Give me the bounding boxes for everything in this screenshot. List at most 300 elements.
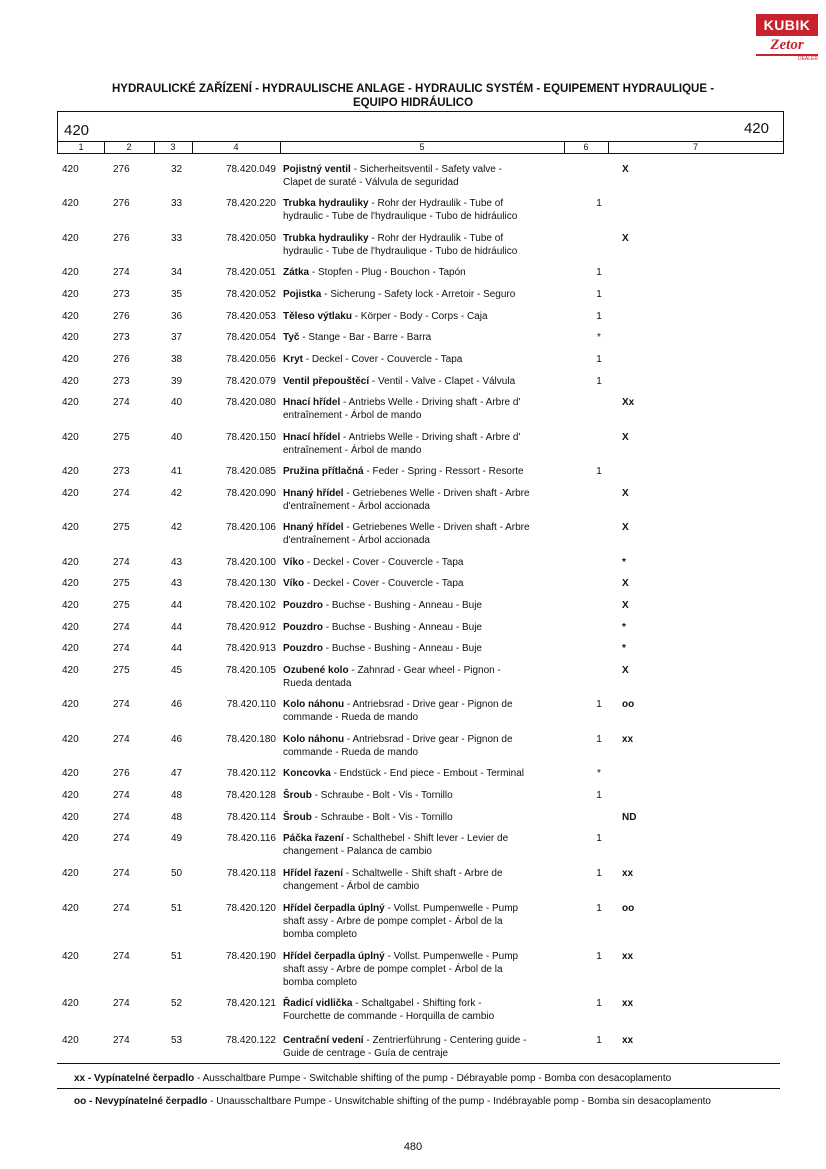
cell-note: X: [622, 233, 629, 244]
column-header-3: 3: [170, 142, 176, 152]
part-translations-cont: shaft assy - Arbre de pompe complet - Árbol de la: [283, 916, 503, 927]
page-title: [40, 82, 786, 110]
part-name-cz: Šroub: [283, 790, 312, 801]
cell-part-number: 78.420.080: [225, 397, 276, 408]
part-translations: - Schaltwelle - Shift shaft - Arbre de: [343, 868, 503, 879]
cell-description: [283, 664, 567, 690]
cell-model: 274: [113, 998, 130, 1009]
cell-description: [283, 997, 567, 1023]
cell-model: 273: [113, 376, 130, 387]
cell-model: 275: [113, 522, 130, 533]
column-header-6: 6: [583, 142, 589, 152]
cell-position: 42: [171, 488, 183, 499]
part-name-cz: Kolo náhonu: [283, 734, 345, 745]
part-translations: - Antriebsrad - Drive gear - Pignon de: [344, 699, 513, 710]
cell-part-number: 78.420.051: [225, 267, 276, 278]
cell-part-number: 78.420.053: [225, 311, 276, 322]
cell-part-number: 78.420.118: [226, 868, 276, 879]
part-translations: - Schraube - Bolt - Vis - Tornillo: [311, 812, 453, 823]
part-translations: - Schraube - Bolt - Vis - Tornillo: [311, 790, 453, 801]
cell-position: 33: [171, 198, 183, 209]
cell-position: 51: [171, 903, 183, 914]
kubik-zetor-logo: [756, 14, 818, 66]
cell-model: 275: [113, 578, 130, 589]
part-translations: - Ventil - Valve - Clapet - Válvula: [369, 376, 516, 387]
part-translations-cont: d'entraînement - Árbol accionada: [283, 535, 430, 546]
part-translations: - Deckel - Cover - Couvercle - Tapa: [303, 354, 463, 365]
cell-position: 38: [171, 354, 183, 365]
cell-model: 274: [113, 734, 130, 745]
cell-description: [283, 621, 567, 634]
cell-quantity: 1: [596, 734, 602, 745]
cell-model: 274: [113, 1035, 130, 1046]
part-translations: - Sicherheitsventil - Safety valve -: [350, 164, 502, 175]
cell-group: 420: [62, 998, 79, 1009]
part-translations: - Zentrierführung - Centering guide -: [363, 1035, 527, 1046]
cell-description: [283, 266, 567, 279]
cell-part-number: 78.420.180: [225, 734, 276, 745]
part-name-cz: Trubka hydrauliky: [283, 198, 369, 209]
cell-position: 32: [171, 164, 183, 175]
cell-position: 46: [171, 734, 183, 745]
cell-description: [283, 353, 567, 366]
cell-note: xx: [622, 998, 634, 1009]
cell-description: [283, 197, 567, 223]
cell-model: 274: [113, 488, 130, 499]
cell-position: 40: [171, 432, 183, 443]
cell-group: 420: [62, 233, 79, 244]
cell-note: X: [622, 488, 629, 499]
cell-position: 35: [171, 289, 183, 300]
part-name-cz: Víko: [283, 578, 305, 589]
cell-quantity: 1: [596, 311, 602, 322]
cell-part-number: 78.420.105: [225, 665, 276, 676]
part-name-cz: Hnací hřídel: [283, 432, 341, 443]
cell-model: 274: [113, 790, 130, 801]
footnote-oo-key: oo - Nevypínatelné čerpadlo: [74, 1096, 208, 1107]
part-name-cz: Hřídel čerpadla úplný: [283, 903, 385, 914]
cell-part-number: 78.420.121: [225, 998, 276, 1009]
cell-group: 420: [62, 557, 79, 568]
cell-group: 420: [62, 643, 79, 654]
cell-group: 420: [62, 488, 79, 499]
cell-position: 44: [171, 600, 183, 611]
cell-group: 420: [62, 665, 79, 676]
cell-group: 420: [62, 768, 79, 779]
cell-group: 420: [62, 699, 79, 710]
cell-position: 42: [171, 522, 183, 533]
part-translations-cont: entraînement - Árbol de mando: [283, 445, 422, 456]
cell-position: 33: [171, 233, 183, 244]
cell-position: 48: [171, 812, 183, 823]
cell-model: 275: [113, 600, 130, 611]
cell-part-number: 78.420.116: [226, 833, 276, 844]
cell-part-number: 78.420.150: [225, 432, 276, 443]
footnote-xx-text: - Ausschaltbare Pumpe - Switchable shifting of the pump - Débrayable pomp - Bomba con desacoplamento: [194, 1073, 672, 1084]
cell-part-number: 78.420.220: [225, 198, 276, 209]
group-header-box: [57, 111, 784, 142]
cell-part-number: 78.420.056: [225, 354, 276, 365]
column-header-7: 7: [692, 142, 698, 152]
cell-group: 420: [62, 164, 79, 175]
part-translations: - Deckel - Cover - Couvercle - Tapa: [304, 578, 464, 589]
cell-quantity: 1: [596, 868, 602, 879]
cell-note: xx: [622, 1035, 634, 1046]
cell-note: X: [622, 600, 629, 611]
cell-description: [283, 288, 567, 301]
cell-part-number: 78.420.114: [226, 812, 276, 823]
part-translations: - Antriebs Welle - Driving shaft - Arbre d': [340, 432, 521, 443]
part-translations-cont: d'entraînement - Árbol accionada: [283, 501, 430, 512]
part-name-cz: Hnaný hřídel: [283, 488, 344, 499]
cell-model: 276: [113, 354, 130, 365]
cell-model: 274: [113, 951, 130, 962]
cell-group: 420: [62, 868, 79, 879]
cell-quantity: 1: [596, 289, 602, 300]
part-name-cz: Zátka: [283, 267, 310, 278]
cell-note: X: [622, 164, 629, 175]
cell-model: 274: [113, 903, 130, 914]
part-name-cz: Řadicí vidlička: [283, 998, 353, 1009]
cell-group: 420: [62, 578, 79, 589]
cell-part-number: 78.420.085: [225, 466, 276, 477]
footnote-unswitchable-pump: [74, 1095, 754, 1108]
part-name-cz: Kolo náhonu: [283, 699, 345, 710]
cell-quantity: 1: [596, 267, 602, 278]
logo-dealer-text: DEALER: [797, 56, 818, 62]
cell-description: [283, 375, 567, 388]
cell-quantity: 1: [596, 1035, 602, 1046]
cell-position: 34: [171, 267, 183, 278]
part-name-cz: Pojistný ventil: [283, 164, 351, 175]
part-translations-cont: commande - Rueda de mando: [283, 747, 419, 758]
cell-part-number: 78.420.190: [225, 951, 276, 962]
cell-quantity: 1: [596, 833, 602, 844]
part-name-cz: Páčka řazení: [283, 833, 344, 844]
part-translations-cont: bomba completo: [283, 977, 357, 988]
column-header-4: 4: [233, 142, 239, 152]
cell-quantity: 1: [596, 903, 602, 914]
part-translations: - Deckel - Cover - Couvercle - Tapa: [304, 557, 464, 568]
cell-position: 43: [171, 557, 183, 568]
cell-description: [283, 310, 567, 323]
cell-model: 274: [113, 643, 130, 654]
part-translations: - Zahnrad - Gear wheel - Pignon -: [348, 665, 501, 676]
cell-description: [283, 902, 567, 941]
cell-group: 420: [62, 397, 79, 408]
part-translations-cont: shaft assy - Arbre de pompe complet - Árbol de la: [283, 964, 503, 975]
cell-group: 420: [62, 903, 79, 914]
cell-note: xx: [622, 734, 634, 745]
cell-description: [283, 698, 567, 724]
cell-part-number: 78.420.100: [225, 557, 276, 568]
cell-description: [283, 642, 567, 655]
cell-quantity: 1: [596, 951, 602, 962]
cell-part-number: 78.420.110: [226, 699, 276, 710]
cell-model: 276: [113, 198, 130, 209]
part-name-cz: Pouzdro: [283, 643, 323, 654]
part-name-cz: Koncovka: [283, 768, 331, 779]
cell-description: [283, 789, 567, 802]
part-translations: - Stange - Bar - Barre - Barra: [299, 332, 432, 343]
cell-quantity: 1: [596, 998, 602, 1009]
cell-position: 37: [171, 332, 183, 343]
cell-position: 47: [171, 768, 183, 779]
cell-quantity: 1: [596, 790, 602, 801]
part-name-cz: Víko: [283, 557, 305, 568]
cell-group: 420: [62, 951, 79, 962]
part-translations: - Getriebenes Welle - Driven shaft - Arbre: [343, 522, 530, 533]
cell-description: [283, 465, 567, 478]
part-translations: - Schalthebel - Shift lever - Levier de: [343, 833, 509, 844]
cell-quantity: *: [597, 332, 601, 343]
cell-description: [283, 487, 567, 513]
cell-model: 274: [113, 557, 130, 568]
cell-note: X: [622, 578, 629, 589]
cell-position: 45: [171, 665, 183, 676]
part-name-cz: Hřídel čerpadla úplný: [283, 951, 385, 962]
part-translations-cont: commande - Rueda de mando: [283, 712, 419, 723]
cell-model: 274: [113, 812, 130, 823]
title-line-2: EQUIPO HIDRÁULICO: [352, 97, 474, 109]
cell-position: 53: [171, 1035, 183, 1046]
cell-position: 48: [171, 790, 183, 801]
cell-quantity: 1: [596, 699, 602, 710]
cell-position: 44: [171, 622, 183, 633]
cell-description: [283, 556, 567, 569]
cell-description: [283, 733, 567, 759]
cell-model: 273: [113, 466, 130, 477]
cell-note: X: [622, 665, 629, 676]
cell-part-number: 78.420.050: [225, 233, 276, 244]
cell-group: 420: [62, 354, 79, 365]
cell-part-number: 78.420.913: [225, 643, 276, 654]
part-translations: - Antriebsrad - Drive gear - Pignon de: [344, 734, 513, 745]
cell-description: [283, 867, 567, 893]
part-name-cz: Kryt: [283, 354, 304, 365]
cell-note: *: [622, 643, 626, 654]
cell-part-number: 78.420.102: [225, 600, 276, 611]
part-translations: - Feder - Spring - Ressort - Resorte: [363, 466, 524, 477]
cell-part-number: 78.420.122: [225, 1035, 276, 1046]
part-translations: - Getriebenes Welle - Driven shaft - Arbre: [343, 488, 530, 499]
part-translations-cont: Guide de centrage - Guía de centraje: [283, 1048, 449, 1059]
group-number-left: 420: [64, 122, 90, 139]
footnote-switchable-pump: [74, 1072, 774, 1085]
part-translations: - Vollst. Pumpenwelle - Pump: [384, 903, 519, 914]
cell-position: 39: [171, 376, 183, 387]
column-header-1: 1: [78, 142, 84, 152]
cell-quantity: 1: [596, 466, 602, 477]
part-name-cz: Pojistka: [283, 289, 322, 300]
cell-group: 420: [62, 522, 79, 533]
cell-position: 49: [171, 833, 183, 844]
cell-group: 420: [62, 198, 79, 209]
cell-quantity: 1: [596, 198, 602, 209]
cell-note: ND: [622, 812, 637, 823]
cell-group: 420: [62, 267, 79, 278]
cell-group: 420: [62, 812, 79, 823]
cell-part-number: 78.420.049: [225, 164, 276, 175]
part-translations: - Buchse - Bushing - Anneau - Buje: [323, 600, 482, 611]
cell-model: 274: [113, 868, 130, 879]
part-translations: - Körper - Body - Corps - Caja: [351, 311, 488, 322]
cell-description: [283, 577, 567, 590]
cell-model: 276: [113, 311, 130, 322]
title-line-1: HYDRAULICKÉ ZAŘÍZENÍ - HYDRAULISCHE ANLAGE - HYDRAULIC SYSTÉM - EQUIPEMENT HYDRAULIQUE -: [111, 83, 715, 95]
part-name-cz: Hnací hřídel: [283, 397, 341, 408]
cell-part-number: 78.420.128: [225, 790, 276, 801]
logo-zetor-text: Zetor: [756, 36, 818, 56]
cell-note: *: [622, 622, 626, 633]
cell-description: [283, 521, 567, 547]
footnote-xx-key: xx - Vypínatelné čerpadlo: [74, 1073, 195, 1084]
cell-note: xx: [622, 951, 634, 962]
part-name-cz: Pružina přítlačná: [283, 466, 364, 477]
cell-quantity: *: [597, 768, 601, 779]
cell-model: 274: [113, 699, 130, 710]
cell-model: 275: [113, 665, 130, 676]
cell-description: [283, 832, 567, 858]
cell-group: 420: [62, 734, 79, 745]
cell-description: [283, 811, 567, 824]
part-translations: - Buchse - Bushing - Anneau - Buje: [323, 622, 482, 633]
cell-position: 46: [171, 699, 183, 710]
part-translations: - Buchse - Bushing - Anneau - Buje: [323, 643, 482, 654]
part-name-cz: Pouzdro: [283, 600, 323, 611]
cell-group: 420: [62, 622, 79, 633]
cell-position: 40: [171, 397, 183, 408]
footer-divider: [57, 1088, 780, 1089]
cell-note: X: [622, 432, 629, 443]
part-translations-cont: hydraulic - Tube de l'hydraulique - Tubo de hidráulico: [283, 211, 518, 222]
cell-note: *: [622, 557, 626, 568]
part-name-cz: Tyč: [283, 332, 300, 343]
cell-note: xx: [622, 868, 634, 879]
group-number-right: 420: [743, 120, 769, 137]
cell-group: 420: [62, 790, 79, 801]
column-header-5: 5: [419, 142, 425, 152]
part-name-cz: Hnaný hřídel: [283, 522, 344, 533]
part-translations: - Antriebs Welle - Driving shaft - Arbre d': [340, 397, 521, 408]
cell-group: 420: [62, 311, 79, 322]
footer-divider: [57, 1063, 780, 1064]
cell-model: 276: [113, 768, 130, 779]
cell-part-number: 78.420.130: [225, 578, 276, 589]
cell-note: oo: [622, 699, 635, 710]
part-name-cz: Šroub: [283, 812, 312, 823]
cell-part-number: 78.420.912: [225, 622, 276, 633]
column-header-2: 2: [126, 142, 132, 152]
cell-model: 274: [113, 622, 130, 633]
cell-part-number: 78.420.079: [225, 376, 276, 387]
cell-description: [283, 232, 567, 258]
cell-group: 420: [62, 466, 79, 477]
part-name-cz: Trubka hydrauliky: [283, 233, 369, 244]
cell-note: X: [622, 522, 629, 533]
cell-model: 274: [113, 833, 130, 844]
cell-model: 276: [113, 164, 130, 175]
cell-quantity: 1: [596, 354, 602, 365]
cell-description: [283, 767, 567, 780]
part-translations-cont: hydraulic - Tube de l'hydraulique - Tubo de hidráulico: [283, 246, 518, 257]
cell-group: 420: [62, 600, 79, 611]
cell-part-number: 78.420.112: [226, 768, 276, 779]
cell-description: [283, 950, 567, 989]
cell-position: 36: [171, 311, 183, 322]
cell-part-number: 78.420.090: [225, 488, 276, 499]
part-name-cz: Centrační vedení: [283, 1035, 364, 1046]
cell-note: Xx: [622, 397, 635, 408]
part-translations-cont: changement - Árbol de cambio: [283, 881, 420, 892]
part-name-cz: Hřídel řazení: [283, 868, 344, 879]
cell-model: 273: [113, 289, 130, 300]
part-translations: - Sicherung - Safety lock - Arretoir - Seguro: [321, 289, 516, 300]
cell-group: 420: [62, 1035, 79, 1046]
cell-position: 50: [171, 868, 183, 879]
part-translations: - Rohr der Hydraulik - Tube of: [368, 198, 504, 209]
cell-group: 420: [62, 376, 79, 387]
cell-part-number: 78.420.106: [225, 522, 276, 533]
cell-quantity: 1: [596, 376, 602, 387]
part-translations: - Rohr der Hydraulik - Tube of: [368, 233, 504, 244]
part-translations: - Stopfen - Plug - Bouchon - Tapón: [309, 267, 466, 278]
cell-description: [283, 599, 567, 612]
part-translations-cont: Fourchette de commande - Horquilla de cambio: [283, 1011, 495, 1022]
cell-position: 52: [171, 998, 183, 1009]
cell-group: 420: [62, 332, 79, 343]
logo-kubik-text: KUBIK: [756, 14, 818, 36]
cell-description: [283, 396, 567, 422]
cell-group: 420: [62, 833, 79, 844]
cell-description: [283, 1034, 567, 1060]
cell-position: 43: [171, 578, 183, 589]
cell-model: 276: [113, 233, 130, 244]
cell-note: oo: [622, 903, 635, 914]
cell-position: 41: [171, 466, 183, 477]
part-name-cz: Ventil přepouštěcí: [283, 376, 370, 387]
cell-group: 420: [62, 289, 79, 300]
part-translations-cont: Rueda dentada: [283, 678, 352, 689]
cell-position: 51: [171, 951, 183, 962]
column-header-row: [57, 141, 784, 154]
part-translations-cont: entraînement - Árbol de mando: [283, 410, 422, 421]
cell-model: 273: [113, 332, 130, 343]
part-name-cz: Ozubené kolo: [283, 665, 349, 676]
footnote-oo-text: - Unausschaltbare Pumpe - Unswitchable shifting of the pump - Indébrayable pomp - Bomba sin desacoplamento: [207, 1096, 711, 1107]
cell-position: 44: [171, 643, 183, 654]
part-name-cz: Těleso výtlaku: [283, 311, 352, 322]
cell-model: 274: [113, 267, 130, 278]
cell-part-number: 78.420.120: [225, 903, 276, 914]
cell-part-number: 78.420.052: [225, 289, 276, 300]
part-translations-cont: bomba completo: [283, 929, 357, 940]
cell-description: [283, 163, 567, 189]
part-translations-cont: changement - Palanca de cambio: [283, 846, 432, 857]
cell-group: 420: [62, 432, 79, 443]
part-translations-cont: Clapet de suraté - Válvula de seguridad: [283, 177, 459, 188]
part-name-cz: Pouzdro: [283, 622, 323, 633]
cell-model: 274: [113, 397, 130, 408]
cell-description: [283, 431, 567, 457]
cell-description: [283, 331, 567, 344]
part-translations: - Endstück - End piece - Embout - Terminal: [330, 768, 525, 779]
part-translations: - Schaltgabel - Shifting fork -: [352, 998, 482, 1009]
part-translations: - Vollst. Pumpenwelle - Pump: [384, 951, 519, 962]
cell-part-number: 78.420.054: [225, 332, 276, 343]
page-number: 480: [403, 1141, 423, 1153]
cell-model: 275: [113, 432, 130, 443]
